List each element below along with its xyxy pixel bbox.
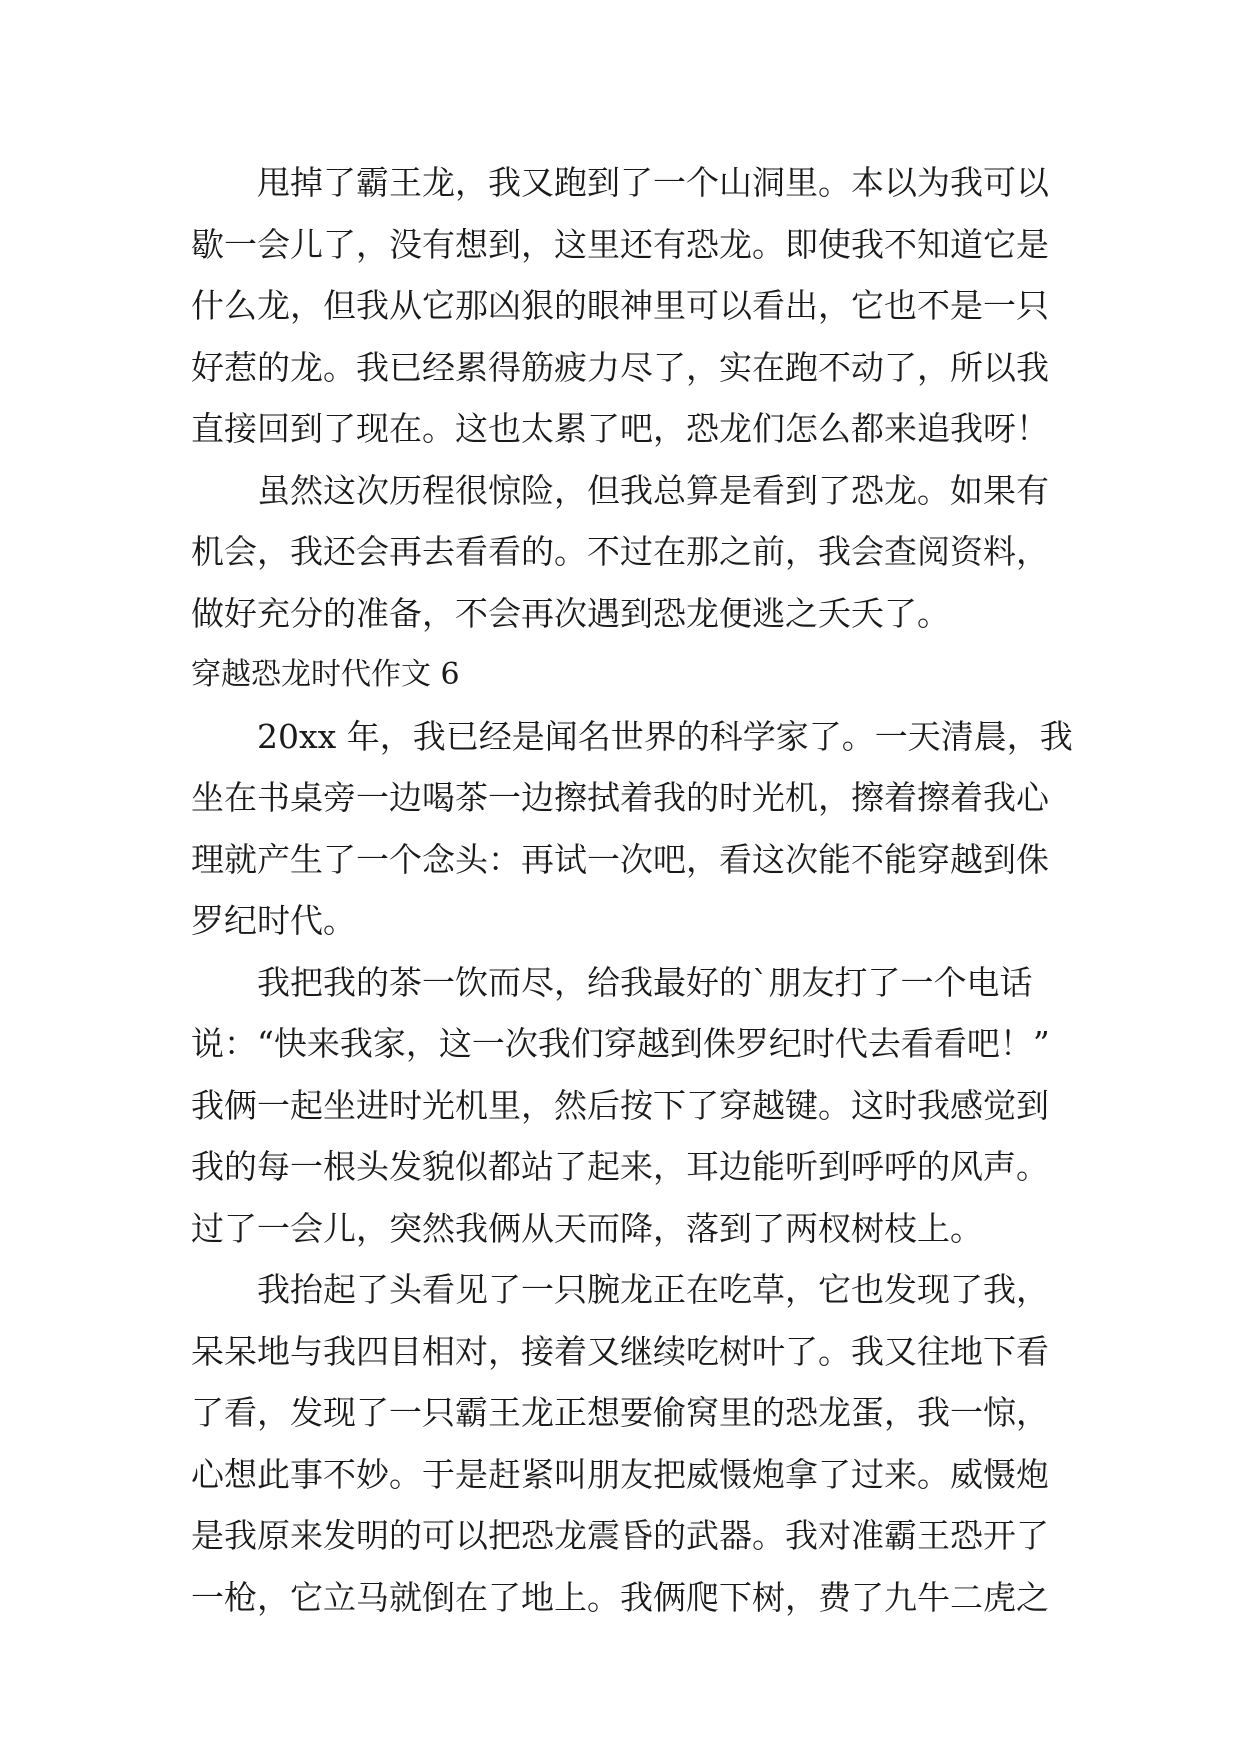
text-line: 我俩一起坐进时光机里，然后按下了穿越键。这时我感觉到 <box>191 1085 1049 1125</box>
text-line: 过了一会儿，突然我俩从天而降，落到了两杈树枝上。 <box>191 1208 983 1248</box>
text-line: 是我原来发明的可以把恐龙震昏的武器。我对准霸王恐开了 <box>191 1516 1049 1555</box>
text-line: 一枪，它立马就倒在了地上。我俩爬下树，费了九牛二虎之 <box>191 1577 1049 1617</box>
text-line: 我抬起了头看见了一只腕龙正在吃草，它也发现了我， <box>257 1270 1049 1309</box>
text-line: 什么龙，但我从它那凶狠的眼神里可以看出，它也不是一只 <box>191 286 1049 325</box>
text-line: 20xx 年，我已经是闻名世界的科学家了。一天清晨，我 <box>257 716 1073 756</box>
text-line: 呆呆地与我四目相对，接着又继续吃树叶了。我又往地下看 <box>191 1331 1049 1371</box>
text-line: 机会，我还会再去看看的。不过在那之前，我会查阅资料， <box>191 532 1049 571</box>
text-line: 心想此事不妙。于是赶紧叫朋友把威慑炮拿了过来。威慑炮 <box>191 1454 1049 1494</box>
text-line: 了看，发现了一只霸王龙正想要偷窝里的恐龙蛋，我一惊， <box>191 1393 1049 1432</box>
text-line: 虽然这次历程很惊险，但我总算是看到了恐龙。如果有 <box>257 470 1049 510</box>
text-line: 说：“快来我家，这一次我们穿越到侏罗纪时代去看看吧！” <box>191 1024 1050 1063</box>
section-heading: 穿越恐龙时代作文 6 <box>191 657 460 692</box>
text-line: 直接回到了现在。这也太累了吧，恐龙们怎么都来追我呀！ <box>191 409 1049 448</box>
text-line: 做好充分的准备，不会再次遇到恐龙便逃之夭夭了。 <box>191 593 950 633</box>
text-line: 坐在书桌旁一边喝茶一边擦拭着我的时光机，擦着擦着我心 <box>191 778 1049 817</box>
text-line: 我的每一根头发貌似都站了起来，耳边能听到呼呼的风声。 <box>191 1147 1049 1186</box>
text-line: 罗纪时代。 <box>191 901 356 940</box>
text-line: 歇一会儿了，没有想到，这里还有恐龙。即使我不知道它是 <box>191 224 1049 264</box>
text-line: 我把我的茶一饮而尽，给我最好的`朋友打了一个电话 <box>257 962 1033 1002</box>
text-line: 好惹的龙。我已经累得筋疲力尽了，实在跑不动了，所以我 <box>191 347 1049 387</box>
text-line: 理就产生了一个念头：再试一次吧，看这次能不能穿越到侏 <box>191 839 1049 879</box>
text-line: 甩掉了霸王龙，我又跑到了一个山洞里。本以为我可以 <box>257 163 1049 202</box>
document-body <box>191 152 1071 1628</box>
